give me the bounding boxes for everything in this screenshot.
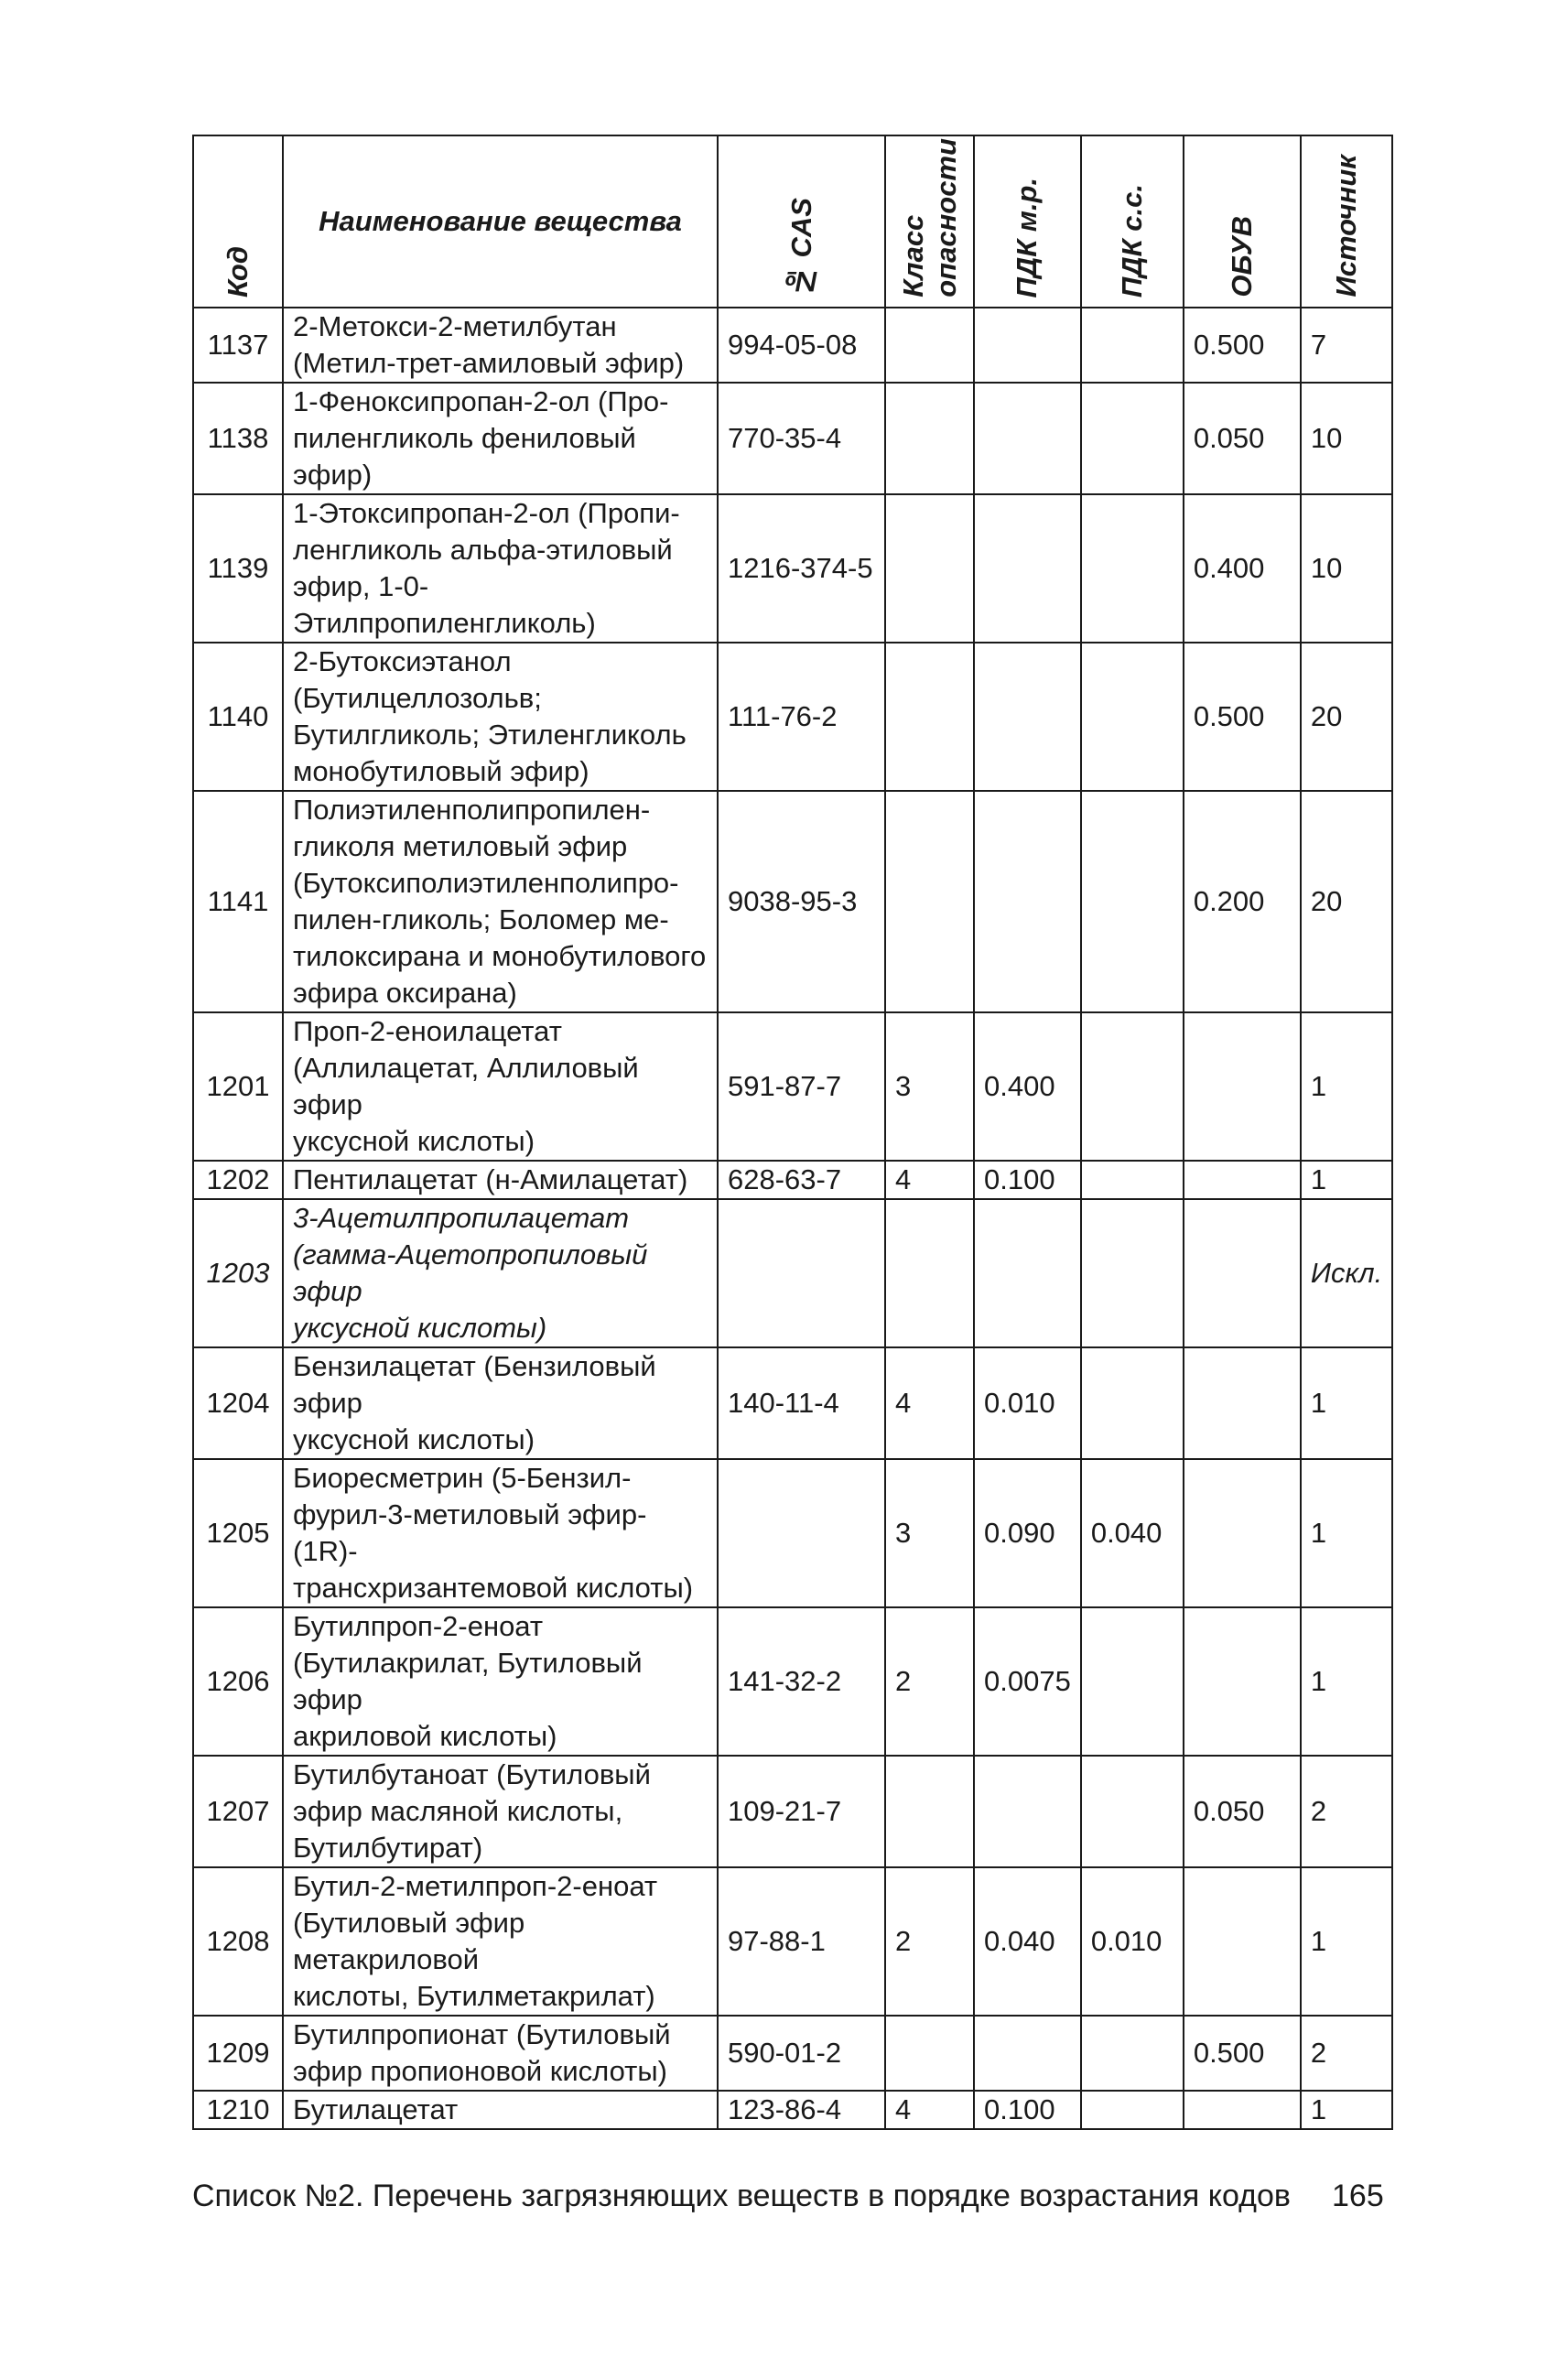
cell-pdk-mr [974,791,1081,1012]
table-row [193,1607,1392,1756]
cell-obuv: 0.400 [1184,494,1301,643]
cell-code: 1203 [193,1199,283,1347]
cell-source: 1 [1301,2091,1392,2129]
cell-pdk-ss [1081,2091,1184,2129]
cell-hazard-class: 2 [885,1607,974,1756]
cell-hazard-class [885,791,974,1012]
cell-pdk-ss [1081,1607,1184,1756]
cell-pdk-mr: 0.040 [974,1867,1081,2016]
cell-hazard-class [885,308,974,383]
header-pdk-ss: ПДК с.с. [1081,135,1184,308]
substances-table [192,135,1393,2130]
header-obuv: ОБУВ [1184,135,1301,308]
cell-name: Бензилацетат (Бензиловый эфир уксусной кислоты) [283,1347,718,1459]
cell-obuv: 0.500 [1184,2016,1301,2091]
cell-pdk-mr: 0.010 [974,1347,1081,1459]
cell-pdk-ss [1081,1199,1184,1347]
cell-source: 20 [1301,643,1392,791]
cell-obuv [1184,1347,1301,1459]
cell-code: 1204 [193,1347,283,1459]
cell-pdk-ss [1081,643,1184,791]
cell-pdk-ss [1081,1756,1184,1867]
cell-cas: 770-35-4 [718,383,885,494]
cell-name: 1-Этоксипропан-2-ол (Пропи- ленгликоль альфа-этиловый эфир, 1-0-Этилпропиленгликоль) [283,494,718,643]
cell-source: 7 [1301,308,1392,383]
cell-hazard-class: 4 [885,1347,974,1459]
cell-source: 1 [1301,1867,1392,2016]
cell-name: 3-Ацетилпропилацетат (гамма-Ацетопропиловый эфир уксусной кислоты) [283,1199,718,1347]
cell-name: 2-Бутоксиэтанол (Бутилцеллозольв; Бутилгликоль; Этиленгликоль монобутиловый эфир) [283,643,718,791]
cell-hazard-class [885,383,974,494]
cell-name: 1-Феноксипропан-2-ол (Про- пиленгликоль фениловый эфир) [283,383,718,494]
cell-cas: 97-88-1 [718,1867,885,2016]
cell-cas: 590-01-2 [718,2016,885,2091]
cell-obuv: 0.500 [1184,308,1301,383]
cell-pdk-mr: 0.400 [974,1012,1081,1161]
cell-name: Биоресметрин (5-Бензил- фурил-3-метиловый эфир-(1R)- трансхризантемовой кислоты) [283,1459,718,1607]
header-hazard-class: Класс опасности [885,135,974,308]
cell-hazard-class [885,1199,974,1347]
cell-pdk-ss [1081,308,1184,383]
cell-code: 1202 [193,1161,283,1199]
cell-obuv [1184,2091,1301,2129]
cell-obuv [1184,1199,1301,1347]
cell-pdk-mr [974,2016,1081,2091]
cell-pdk-mr [974,383,1081,494]
cell-code: 1201 [193,1012,283,1161]
cell-pdk-ss [1081,791,1184,1012]
table-row [193,791,1392,1012]
cell-hazard-class: 4 [885,2091,974,2129]
cell-name: Пентилацетат (н-Амилацетат) [283,1161,718,1199]
cell-pdk-mr: 0.100 [974,2091,1081,2129]
cell-pdk-mr [974,308,1081,383]
cell-source: 1 [1301,1012,1392,1161]
cell-pdk-ss [1081,1161,1184,1199]
cell-code: 1139 [193,494,283,643]
cell-name: Бутилпроп-2-еноат (Бутилакрилат, Бутиловый эфир акриловой кислоты) [283,1607,718,1756]
cell-pdk-ss [1081,1347,1184,1459]
header-pdk-mr: ПДК м.р. [974,135,1081,308]
cell-obuv [1184,1607,1301,1756]
page-number: 165 [1332,2179,1384,2213]
cell-source: 1 [1301,1607,1392,1756]
cell-pdk-mr [974,1199,1081,1347]
cell-code: 1140 [193,643,283,791]
cell-source: 1 [1301,1347,1392,1459]
cell-cas: 1216-374-5 [718,494,885,643]
cell-pdk-ss [1081,1012,1184,1161]
cell-code: 1207 [193,1756,283,1867]
cell-cas: 9038-95-3 [718,791,885,1012]
cell-pdk-mr: 0.090 [974,1459,1081,1607]
cell-obuv: 0.500 [1184,643,1301,791]
table-row [193,494,1392,643]
cell-pdk-mr [974,1756,1081,1867]
table-row [193,643,1392,791]
header-row [193,135,1392,308]
cell-cas: 591-87-7 [718,1012,885,1161]
cell-hazard-class [885,1756,974,1867]
header-source: Источник [1301,135,1392,308]
table-row [193,1161,1392,1199]
cell-obuv [1184,1012,1301,1161]
cell-source: 20 [1301,791,1392,1012]
cell-cas: 123-86-4 [718,2091,885,2129]
cell-name: Проп-2-еноилацетат (Аллилацетат, Аллиловый эфир уксусной кислоты) [283,1012,718,1161]
cell-code: 1208 [193,1867,283,2016]
cell-pdk-mr [974,494,1081,643]
cell-name: Бутилпропионат (Бутиловый эфир пропионовой кислоты) [283,2016,718,2091]
cell-cas: 994-05-08 [718,308,885,383]
cell-pdk-mr [974,643,1081,791]
table-row [193,1459,1392,1607]
cell-hazard-class: 2 [885,1867,974,2016]
cell-name: Бутил-2-метилпроп-2-еноат (Бутиловый эфир метакриловой кислоты, Бутилметакрилат) [283,1867,718,2016]
footer-title: Список №2. Перечень загрязняющих веществ в порядке возрастания кодов [192,2179,1291,2213]
cell-pdk-ss [1081,494,1184,643]
cell-name: Бутилацетат [283,2091,718,2129]
header-name: Наименование вещества [283,135,718,308]
cell-obuv [1184,1161,1301,1199]
cell-hazard-class: 3 [885,1012,974,1161]
table-row [193,308,1392,383]
cell-source: 1 [1301,1161,1392,1199]
table-row [193,2016,1392,2091]
cell-code: 1138 [193,383,283,494]
cell-name: 2-Метокси-2-метилбутан (Метил-трет-амиловый эфир) [283,308,718,383]
cell-cas: 111-76-2 [718,643,885,791]
table-row [193,1199,1392,1347]
table-row [193,1347,1392,1459]
cell-code: 1141 [193,791,283,1012]
cell-source: 1 [1301,1459,1392,1607]
cell-source: 10 [1301,494,1392,643]
cell-cas: 109-21-7 [718,1756,885,1867]
cell-pdk-ss: 0.010 [1081,1867,1184,2016]
cell-pdk-mr: 0.100 [974,1161,1081,1199]
cell-obuv [1184,1459,1301,1607]
cell-obuv: 0.050 [1184,383,1301,494]
cell-pdk-ss [1081,383,1184,494]
table-row [193,383,1392,494]
cell-source: 2 [1301,1756,1392,1867]
cell-name: Полиэтиленполипропилен- гликоля метиловый эфир (Бутоксиполиэтиленполипро- пилен-гликоль; Боломер ме- тилоксирана и монобутилового эфира оксирана) [283,791,718,1012]
cell-obuv: 0.050 [1184,1756,1301,1867]
cell-source: 10 [1301,383,1392,494]
cell-obuv: 0.200 [1184,791,1301,1012]
cell-hazard-class [885,2016,974,2091]
table-row [193,1012,1392,1161]
header-code: Код [193,135,283,308]
table-row [193,2091,1392,2129]
table-row [193,1756,1392,1867]
cell-code: 1209 [193,2016,283,2091]
cell-pdk-mr: 0.0075 [974,1607,1081,1756]
cell-hazard-class [885,494,974,643]
cell-code: 1205 [193,1459,283,1607]
cell-pdk-ss [1081,2016,1184,2091]
cell-cas: 141-32-2 [718,1607,885,1756]
cell-cas [718,1199,885,1347]
cell-code: 1137 [193,308,283,383]
cell-source: 2 [1301,2016,1392,2091]
cell-hazard-class: 4 [885,1161,974,1199]
cell-code: 1210 [193,2091,283,2129]
cell-pdk-ss: 0.040 [1081,1459,1184,1607]
cell-hazard-class: 3 [885,1459,974,1607]
cell-cas [718,1459,885,1607]
cell-code: 1206 [193,1607,283,1756]
cell-cas: 140-11-4 [718,1347,885,1459]
header-cas: № CAS [718,135,885,308]
cell-source: Искл. [1301,1199,1392,1347]
cell-hazard-class [885,643,974,791]
cell-obuv [1184,1867,1301,2016]
cell-name: Бутилбутаноат (Бутиловый эфир масляной кислоты, Бутилбутират) [283,1756,718,1867]
cell-cas: 628-63-7 [718,1161,885,1199]
table-row [193,1867,1392,2016]
